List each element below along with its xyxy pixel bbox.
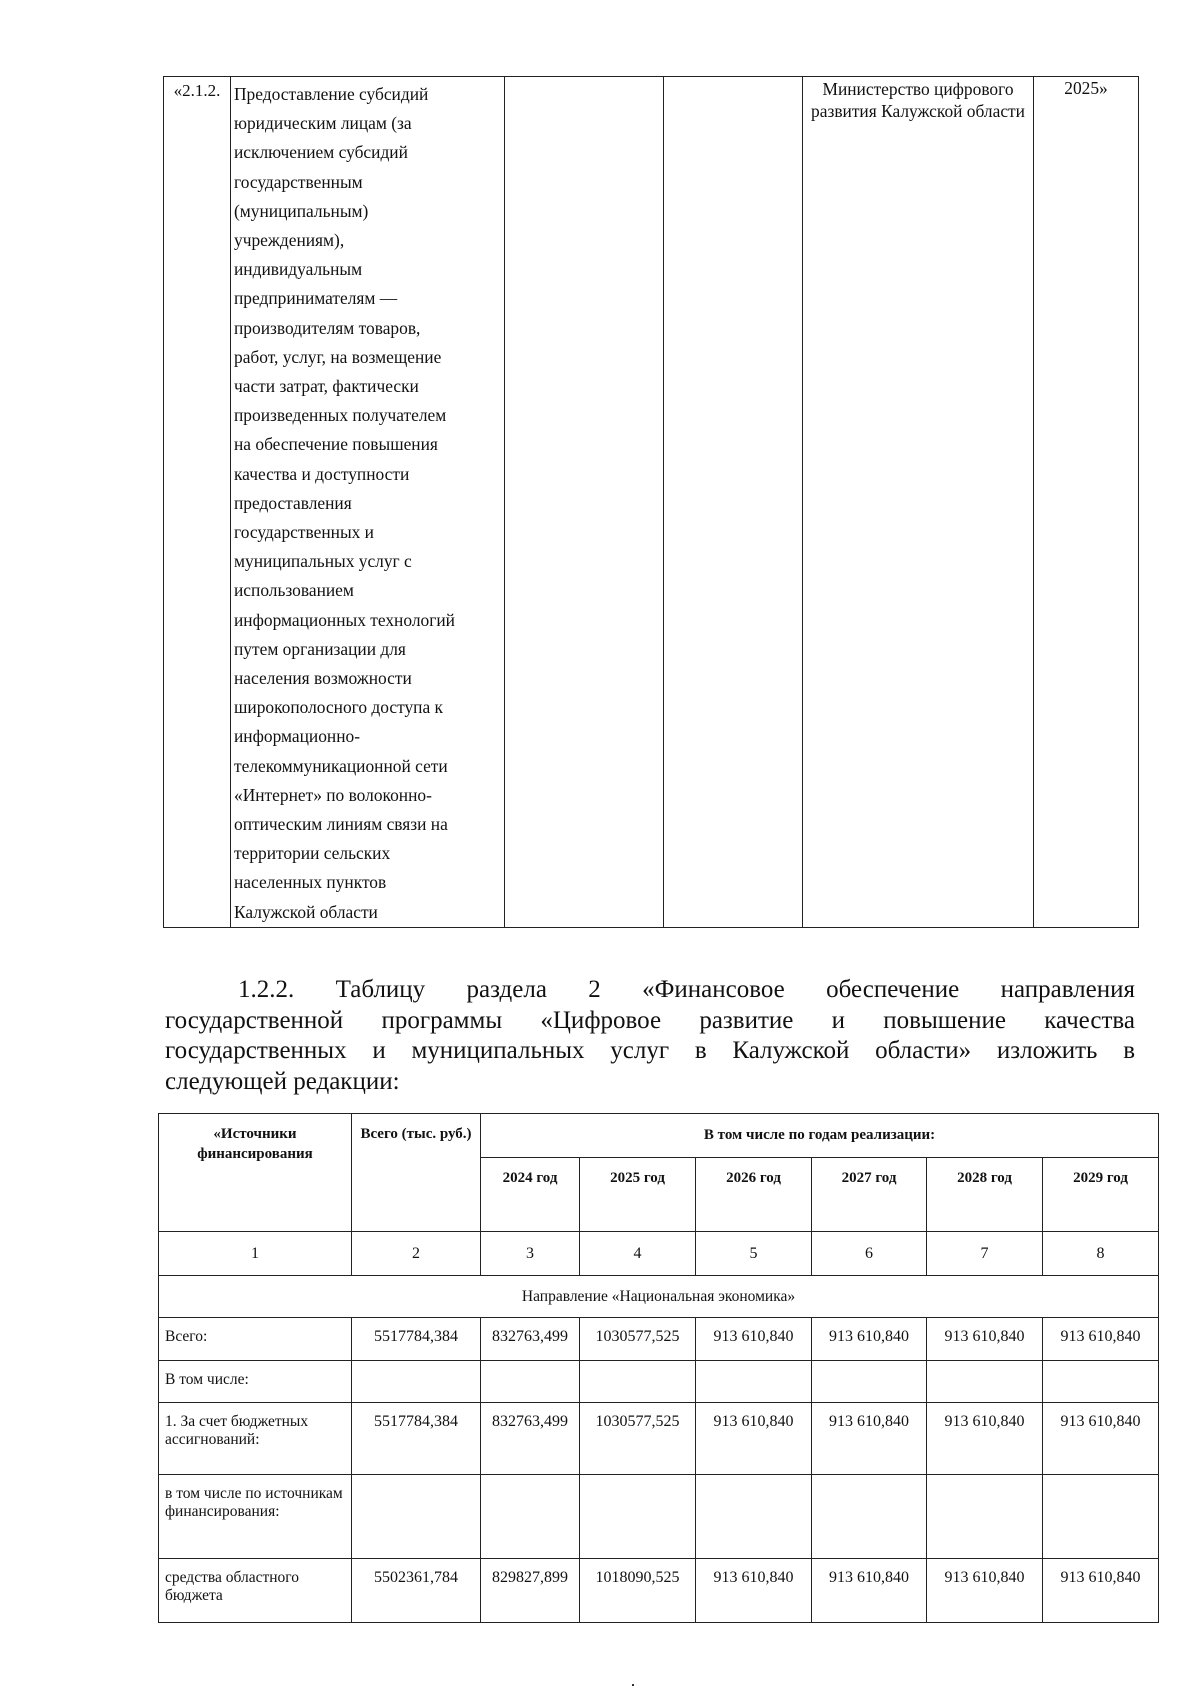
row-label: в том числе по источникам финансирования:: [159, 1475, 352, 1559]
row-label: 1. За счет бюджетных ассигнований:: [159, 1403, 352, 1475]
table-row: [159, 1318, 1159, 1361]
row-label: средства областного бюджета: [159, 1559, 352, 1623]
row-value: [580, 1475, 696, 1559]
description-line: исключением субсидий: [234, 142, 408, 163]
header-year: 2027 год: [812, 1158, 927, 1232]
description-line: информационно-: [234, 726, 361, 747]
paragraph-line: государственной программы «Цифровое развитие и повышение качества: [165, 1006, 1135, 1034]
activity-table: [163, 76, 1139, 928]
row-value: [352, 1361, 481, 1403]
row-value: 913 610,840: [1043, 1559, 1159, 1623]
description-line: населенных пунктов: [234, 872, 387, 893]
column-number: 4: [580, 1232, 696, 1276]
row-value: 5502361,784: [352, 1559, 481, 1623]
column-number: 6: [812, 1232, 927, 1276]
row-value: 913 610,840: [1043, 1403, 1159, 1475]
description-line: оптическим линиям связи на: [234, 814, 448, 835]
description-line: информационных технологий: [234, 609, 455, 630]
row-value: 913 610,840: [696, 1318, 812, 1361]
row-value: [1043, 1475, 1159, 1559]
description-line: путем организации для: [234, 638, 406, 659]
description-line: (муниципальным): [234, 200, 369, 221]
column-number: 8: [1043, 1232, 1159, 1276]
row-value: 913 610,840: [696, 1559, 812, 1623]
description-line: на обеспечение повышения: [234, 434, 438, 455]
description-line: качества и доступности: [234, 463, 410, 484]
activity-row: [164, 77, 1139, 928]
header-year: 2025 год: [580, 1158, 696, 1232]
row-value: [812, 1361, 927, 1403]
activity-number: «2.1.2.: [164, 77, 231, 928]
empty-cell: [505, 77, 664, 928]
column-number: 3: [481, 1232, 580, 1276]
column-number: 7: [927, 1232, 1043, 1276]
activity-description: [231, 77, 505, 928]
column-number: 1: [159, 1232, 352, 1276]
column-number: 5: [696, 1232, 812, 1276]
row-value: [927, 1361, 1043, 1403]
row-value: [927, 1475, 1043, 1559]
financing-table: [158, 1113, 1159, 1623]
scan-dot: [632, 1684, 634, 1686]
description-line: Калужской области: [234, 901, 378, 922]
row-value: 832763,499: [481, 1318, 580, 1361]
header-years-group: В том числе по годам реализации:: [481, 1114, 1159, 1158]
header-year: 2029 год: [1043, 1158, 1159, 1232]
responsible-executor: Министерство цифрового развития Калужской области: [803, 77, 1034, 928]
table-row: [159, 1475, 1159, 1559]
row-value: [696, 1361, 812, 1403]
paragraph-line: 1.2.2. Таблицу раздела 2 «Финансовое обеспечение направления: [238, 976, 1135, 1003]
description-line: Предоставление субсидий: [234, 84, 429, 104]
row-value: 913 610,840: [696, 1403, 812, 1475]
paragraph-line: государственных и муниципальных услуг в Калужской области» изложить в: [165, 1037, 1135, 1064]
header-year: 2024 год: [481, 1158, 580, 1232]
description-line: территории сельских: [234, 843, 391, 864]
description-line: части затрат, фактически: [234, 376, 419, 397]
table-row: [159, 1403, 1159, 1475]
table-row: [159, 1559, 1159, 1623]
row-value: [481, 1361, 580, 1403]
description-line: населения возможности: [234, 668, 412, 689]
row-value: 913 610,840: [812, 1403, 927, 1475]
table-row: [159, 1361, 1159, 1403]
description-line: «Интернет» по волоконно-: [234, 784, 432, 805]
description-line: юридическим лицам (за: [234, 113, 412, 134]
description-line: телекоммуникационной сети: [234, 755, 448, 776]
description-line: предоставления: [234, 492, 352, 513]
row-value: 832763,499: [481, 1403, 580, 1475]
description-line: предпринимателям —: [234, 288, 398, 309]
row-value: 1018090,525: [580, 1559, 696, 1623]
section-title: Направление «Национальная экономика»: [159, 1276, 1159, 1318]
section-row: [159, 1276, 1159, 1318]
header-year: 2028 год: [927, 1158, 1043, 1232]
row-label: Всего:: [159, 1318, 352, 1361]
header-sources: «Источники финансирования: [159, 1114, 352, 1232]
row-value: 913 610,840: [1043, 1318, 1159, 1361]
row-value: [1043, 1361, 1159, 1403]
header-row: [159, 1114, 1159, 1158]
row-value: [696, 1475, 812, 1559]
header-total: Всего (тыс. руб.): [352, 1114, 481, 1232]
row-value: 1030577,525: [580, 1318, 696, 1361]
row-value: [580, 1361, 696, 1403]
description-line: производителям товаров,: [234, 317, 421, 338]
column-numbers-row: [159, 1232, 1159, 1276]
description-line: государственным: [234, 171, 363, 192]
description-line: работ, услуг, на возмещение: [234, 346, 442, 367]
empty-cell: [664, 77, 803, 928]
amendment-paragraph: [165, 975, 1135, 1097]
row-value: 829827,899: [481, 1559, 580, 1623]
description-line: муниципальных услуг с: [234, 551, 412, 572]
row-value: 1030577,525: [580, 1403, 696, 1475]
row-value: 5517784,384: [352, 1403, 481, 1475]
row-value: 913 610,840: [927, 1318, 1043, 1361]
row-value: 913 610,840: [927, 1403, 1043, 1475]
row-value: 5517784,384: [352, 1318, 481, 1361]
row-label: В том числе:: [159, 1361, 352, 1403]
row-value: [481, 1475, 580, 1559]
description-line: использованием: [234, 580, 354, 601]
row-value: 913 610,840: [812, 1318, 927, 1361]
paragraph-line: следующей редакции:: [165, 1067, 400, 1095]
row-value: 913 610,840: [812, 1559, 927, 1623]
description-line: государственных и: [234, 522, 374, 543]
column-number: 2: [352, 1232, 481, 1276]
description-line: произведенных получателем: [234, 405, 447, 426]
header-year: 2026 год: [696, 1158, 812, 1232]
description-line: широкополосного доступа к: [234, 697, 443, 718]
implementation-year: 2025»: [1034, 77, 1139, 928]
row-value: 913 610,840: [927, 1559, 1043, 1623]
description-line: учреждениям),: [234, 230, 345, 251]
description-line: индивидуальным: [234, 259, 363, 280]
row-value: [812, 1475, 927, 1559]
row-value: [352, 1475, 481, 1559]
